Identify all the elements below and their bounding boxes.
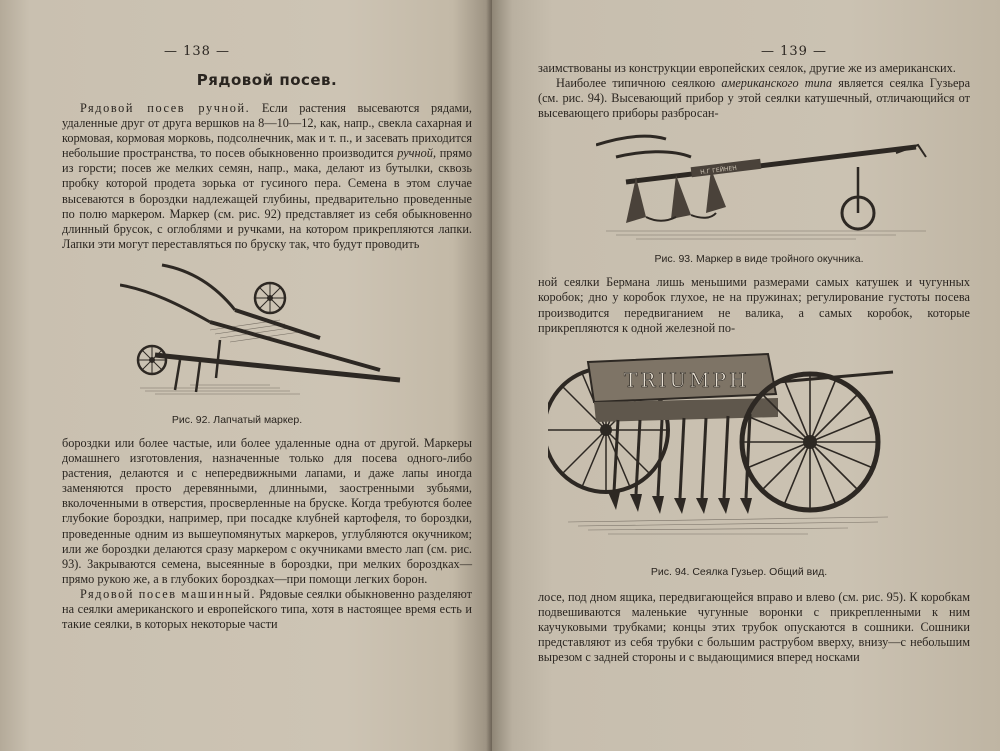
paragraph-machine-sowing (62, 587, 472, 632)
paragraph-berman: ной сеялки Бермана лишь меньшими размерами самых катушек и чугунных коробок; дно у коробок глухое, не на пружинах; регулирование густоты посева производится передвиганием не валика, а самых коробок, которые прикрепляются к одной железной по- (538, 275, 970, 335)
text-run: прямо из горсти; посев же мелких семян, напр., мака, делают из бутылки, сквозь пробку которой продета зорька от гусиного пера. Семена в этом случае высеваются в бороздки надлежащей глубины, предварительно проведенные по полю маркером. Маркер (см. рис. 92) представляет из себя обыкновенно длинный брусок, с оглоблями и ручками, на котором прикрепляются лапки. Лапки эти могут переставляться по бруску так, что будут проводить (62, 146, 473, 251)
figure-93-caption: Рис. 93. Маркер в виде тройного окучника. (654, 253, 864, 266)
page-number-139: — 139 — (760, 44, 828, 59)
figure-94-caption: Рис. 94. Сеялка Гузьер. Общий вид. (650, 565, 828, 578)
text-run: является сеялка Гузьера (см. рис. 94). Высевающий прибор у этой сеялки катушечный, отличающийся от высевающего приборы разбросан- (538, 76, 971, 121)
paragraph-american-type (538, 76, 970, 121)
section-heading: Рядовой посев. (196, 71, 338, 89)
triple-hiller-engraving (596, 127, 936, 247)
figure-93 (538, 125, 970, 275)
paragraph-manual-sowing (62, 101, 472, 252)
figure-94 (538, 342, 970, 582)
marker-engraving (120, 260, 420, 410)
left-page (0, 0, 492, 751)
paragraph-continued: заимствованы из конструкции европейских сеялок, другие же из американских. (538, 61, 956, 75)
page-number-138: — 138 — (163, 44, 231, 59)
italic-term: американского типа (721, 76, 833, 91)
figure-92-caption: Рис. 92. Лапчатый маркер. (171, 413, 303, 426)
paragraph-lead: Рядовой посев ручной. (80, 101, 251, 115)
triumph-seeder-engraving (548, 342, 898, 552)
text-run: Наиболее типичною сеялкою (556, 76, 716, 91)
paragraph-markers: бороздки или более частые, или более удаленные одна от другой. Маркеры домашнего изготовления, назначенные только для посева одного-либо растения, делаются и с непередвижными лапами, и даже лапы иногда заменяются просто деревянными, длинными, заостренными зубьями, вколоченными в отверстия, просверленные на бруске. Когда требуются более глубокие бороздки, например, при посадке клубней картофеля, то бороздки, проведенные одним из вышеупомянутых маркеров, углубляются окучником; или же бороздки делаются сразу маркером с окучниками вместо лап (см. рис. 93). Закрываются семена, высеянные в бороздки, при мелких бороздках—прямо рукою же, а в глубоких бороздках—при помощи легких борон. (62, 435, 472, 586)
text-run: Если растения высеваются рядами, удаленные друг от друга вершков на 8—10—12, как, напр., свекла сахарная и кормовая, кормовая морковь, подсолнечник, мак и т. п., и засевать приходится небольшие пространства, то посев обыкновенно производится (62, 101, 472, 161)
maker-plate: Н.Г.ГЕЙНЕН (699, 165, 738, 177)
italic-term: ручной, (397, 146, 437, 161)
seeder-brand: TRIUMPH (624, 367, 750, 392)
right-page (492, 0, 1000, 751)
figure-92 (62, 258, 472, 430)
paragraph-lead: Рядовой посев машинный. (80, 586, 257, 601)
text-run: Рядовые сеялки обыкновенно разделяют на сеялки американского и европейского типа, хотя в настоящее время есть и такие сеялки, в которых некоторые части (62, 586, 472, 632)
paragraph-seed-boxes: лосе, под дном ящика, передвигающейся вправо и влево (см. рис. 95). К коробкам подвешиваются маленькие чугунные воронки с прикрепленными к ним каучуковыми трубками; концы этих трубок опускаются в сошники. Сошники представляют из себя трубки с большим раструбом вверху, внизу—с небольшим вырезом с задней стороны и с выдающимися вперед носками (538, 589, 970, 665)
